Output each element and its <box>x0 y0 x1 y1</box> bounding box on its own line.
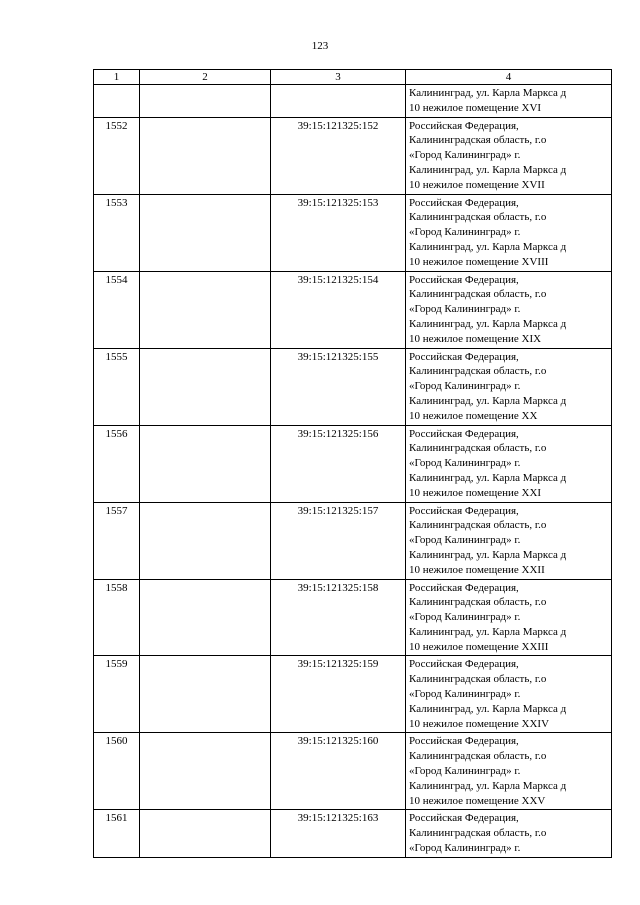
table-row <box>94 579 612 656</box>
address-cell: Российская Федерация, Калининградская область, г.о «Город Калининград» г. Калининград, ул. Карла Маркса д 10 нежилое помещение XX <box>406 348 612 425</box>
row-col2 <box>140 117 271 194</box>
table-header-row <box>94 70 612 85</box>
table-row <box>94 271 612 348</box>
page-number: 123 <box>311 40 329 52</box>
row-number: 1553 <box>94 194 140 271</box>
cadastral-number: 39:15:121325:160 <box>271 733 406 810</box>
address-cell: Российская Федерация, Калининградская область, г.о «Город Калининград» г. Калининград, ул. Карла Маркса д 10 нежилое помещение XXI <box>406 425 612 502</box>
cadastral-number: 39:15:121325:158 <box>271 579 406 656</box>
cadastral-number <box>271 85 406 118</box>
table-row-continuation <box>94 85 612 118</box>
row-col2 <box>140 348 271 425</box>
address-cell: Российская Федерация, Калининградская область, г.о «Город Калининград» г. Калининград, ул. Карла Маркса д 10 нежилое помещение XVIII <box>406 194 612 271</box>
row-col2 <box>140 271 271 348</box>
cadastral-number: 39:15:121325:157 <box>271 502 406 579</box>
cadastral-number: 39:15:121325:153 <box>271 194 406 271</box>
row-number: 1554 <box>94 271 140 348</box>
column-header-4: 4 <box>406 70 612 85</box>
row-number: 1555 <box>94 348 140 425</box>
table-row <box>94 425 612 502</box>
row-col2 <box>140 656 271 733</box>
property-registry-table <box>93 69 612 858</box>
row-number: 1552 <box>94 117 140 194</box>
table-row <box>94 810 612 857</box>
address-cell: Российская Федерация, Калининградская область, г.о «Город Калининград» г. Калининград, ул. Карла Маркса д 10 нежилое помещение XXIV <box>406 656 612 733</box>
address-cell: Калининград, ул. Карла Маркса д 10 нежилое помещение XVI <box>406 85 612 118</box>
row-col2 <box>140 579 271 656</box>
table-row <box>94 194 612 271</box>
address-cell: Российская Федерация, Калининградская область, г.о «Город Калининград» г. Калининград, ул. Карла Маркса д 10 нежилое помещение XXIII <box>406 579 612 656</box>
row-col2 <box>140 85 271 118</box>
table-body <box>94 85 612 858</box>
cadastral-number: 39:15:121325:159 <box>271 656 406 733</box>
address-cell: Российская Федерация, Калининградская область, г.о «Город Калининград» г. Калининград, ул. Карла Маркса д 10 нежилое помещение XVII <box>406 117 612 194</box>
table-row <box>94 348 612 425</box>
row-number: 1561 <box>94 810 140 857</box>
column-header-1: 1 <box>94 70 140 85</box>
cadastral-number: 39:15:121325:155 <box>271 348 406 425</box>
column-header-2: 2 <box>140 70 271 85</box>
address-cell: Российская Федерация, Калининградская область, г.о «Город Калининград» г. Калининград, ул. Карла Маркса д 10 нежилое помещение XIX <box>406 271 612 348</box>
address-cell: Российская Федерация, Калининградская область, г.о «Город Калининград» г. Калининград, ул. Карла Маркса д 10 нежилое помещение XXII <box>406 502 612 579</box>
cadastral-number: 39:15:121325:156 <box>271 425 406 502</box>
row-col2 <box>140 194 271 271</box>
row-number: 1557 <box>94 502 140 579</box>
column-header-3: 3 <box>271 70 406 85</box>
row-number: 1558 <box>94 579 140 656</box>
row-number: 1556 <box>94 425 140 502</box>
row-number: 1560 <box>94 733 140 810</box>
table-row <box>94 733 612 810</box>
cadastral-number: 39:15:121325:154 <box>271 271 406 348</box>
address-cell: Российская Федерация, Калининградская область, г.о «Город Калининград» г. <box>406 810 612 857</box>
address-cell: Российская Федерация, Калининградская область, г.о «Город Калининград» г. Калининград, ул. Карла Маркса д 10 нежилое помещение XXV <box>406 733 612 810</box>
row-col2 <box>140 425 271 502</box>
table-row <box>94 502 612 579</box>
cadastral-number: 39:15:121325:152 <box>271 117 406 194</box>
row-number: 1559 <box>94 656 140 733</box>
table-row <box>94 117 612 194</box>
row-number <box>94 85 140 118</box>
table-row <box>94 656 612 733</box>
row-col2 <box>140 810 271 857</box>
row-col2 <box>140 733 271 810</box>
cadastral-number: 39:15:121325:163 <box>271 810 406 857</box>
row-col2 <box>140 502 271 579</box>
